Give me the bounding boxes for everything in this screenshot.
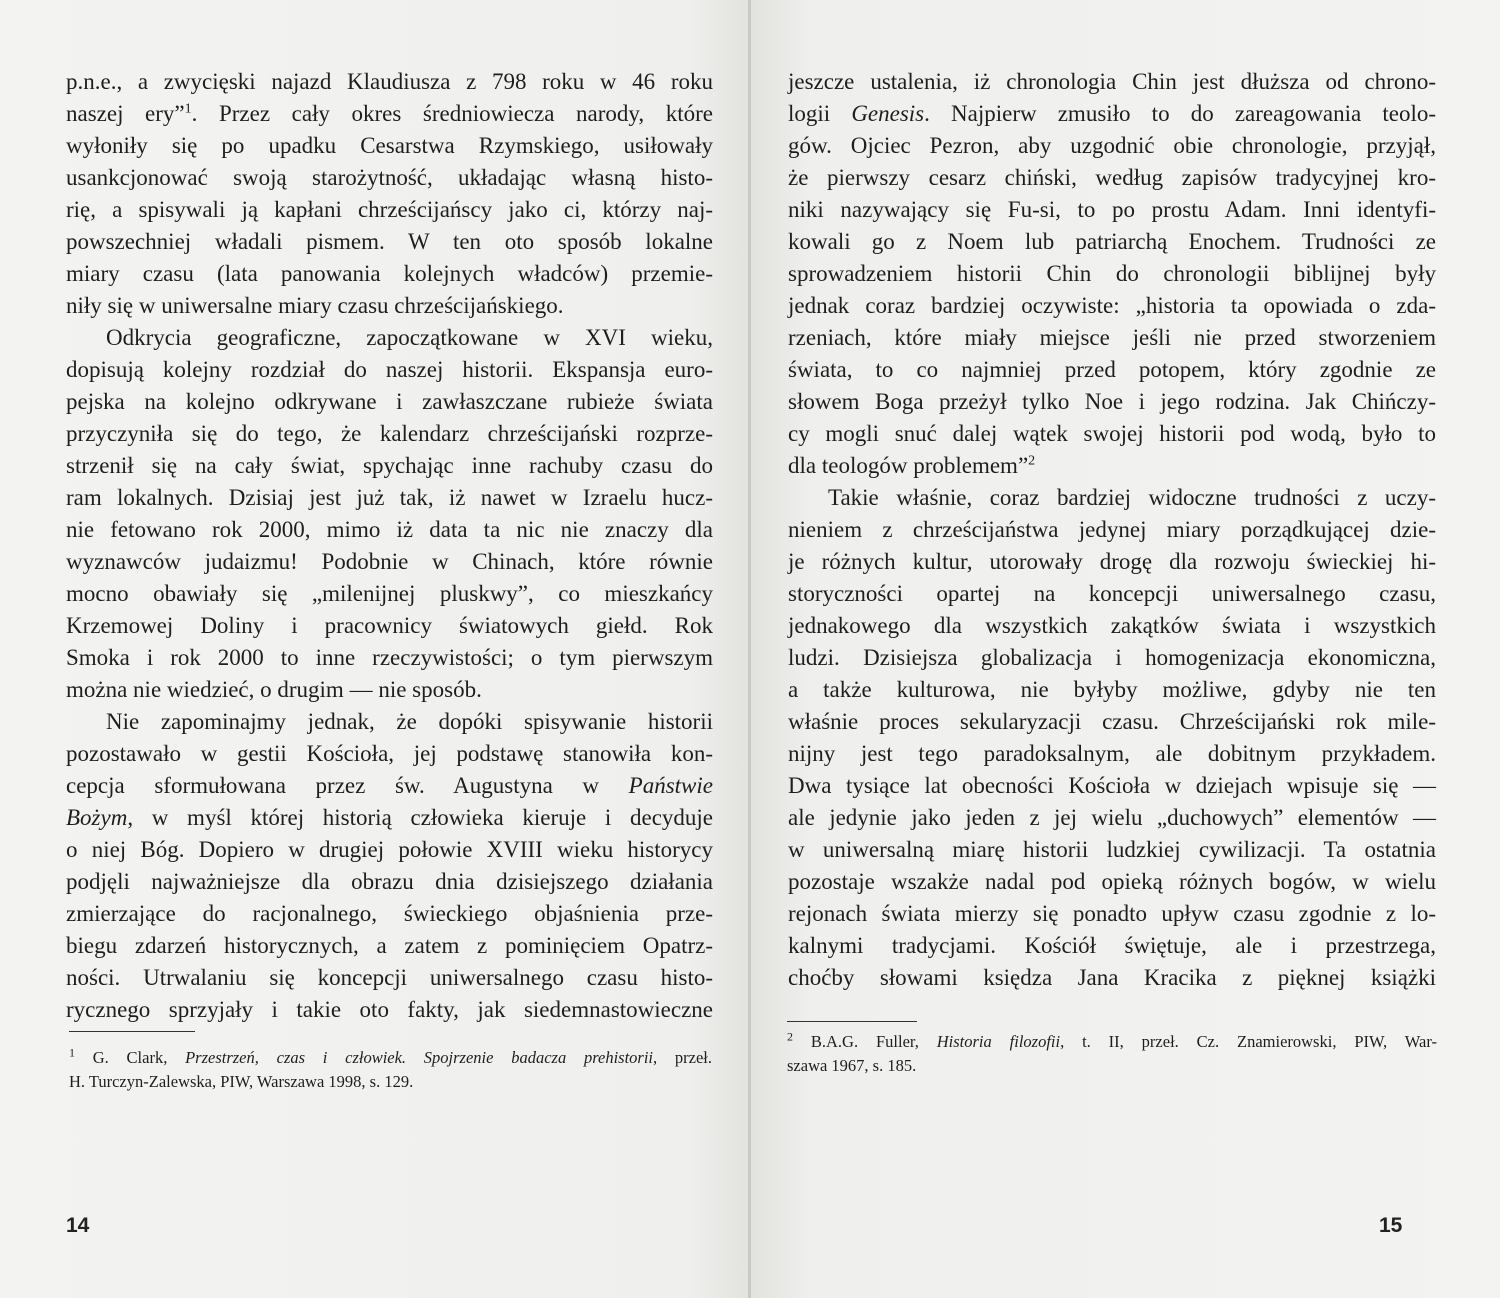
footnote-line: H. Turczyn-Zalewska, PIW, Warszawa 1998, s. 129. — [69, 1072, 414, 1091]
text-line: słowem Boga przeżył tylko Noe i jego rodzina. Jak Chińczy- — [788, 389, 1436, 414]
text-line: że pierwszy cesarz chiński, według zapisów tradycyjnej kro- — [788, 165, 1436, 190]
page-number: 15 — [1379, 1214, 1403, 1237]
text-line-part: naszej ery” — [66, 101, 185, 126]
footnote-divider — [69, 1031, 195, 1032]
text-line: nie fetowano rok 2000, mimo iż data ta nic nie znaczy dla — [66, 517, 713, 542]
text-line: przyczyniła się do tego, że kalendarz chrześcijański rozprze- — [66, 421, 713, 446]
text-line: ludzi. Dzisiejsza globalizacja i homogenizacja ekonomiczna, — [788, 645, 1436, 670]
text-line: niły się w uniwersalne miary czasu chrześcijańskiego. — [66, 293, 564, 318]
text-line: jeszcze ustalenia, iż chronologia Chin jest dłuższa od chrono- — [788, 69, 1436, 94]
text-line — [66, 98, 713, 130]
left-page — [0, 0, 749, 1298]
text-line: biegu zdarzeń historycznych, a zatem z pominięciem Opatrz- — [66, 933, 713, 958]
text-line: kalnymi tradycjami. Kościół świętuje, ale i przestrzega, — [788, 933, 1436, 958]
text-line: pejska na kolejno odkrywane i zawłaszczane rubieże świata — [66, 389, 713, 414]
footnote-number: 1 — [69, 1045, 75, 1060]
footnote-title: Przestrzeń, czas i człowiek. Spojrzenie badacza prehistorii — [185, 1048, 654, 1067]
text-line-part: . Przez cały okres średniowiecza narody, które — [191, 101, 713, 126]
text-line: ności. Utrwalaniu się koncepcji uniwersalnego czasu histo- — [66, 965, 713, 990]
text-line: rycznego sprzyjały i takie oto fakty, jak siedemnastowieczne — [66, 997, 713, 1022]
text-line: wyznawców judaizmu! Podobnie w Chinach, które równie — [66, 549, 713, 574]
text-line: właśnie proces sekularyzacji czasu. Chrześcijański rok mile- — [788, 709, 1436, 734]
text-line: storyczności opartej na koncepcji uniwersalnego czasu, — [788, 581, 1436, 606]
text-line: niki nazywający się Fu-si, to po prostu Adam. Inni identyfi- — [788, 197, 1436, 222]
text-line: gów. Ojciec Pezron, aby uzgodnić obie chronologie, przyjął, — [788, 133, 1436, 158]
text-line: w uniwersalną miarę historii ludzkiej cywilizacji. Ta ostatnia — [788, 837, 1436, 862]
text-line: podjęli najważniejsze dla obrazu dnia dzisiejszego działania — [66, 869, 713, 894]
text-line: Odkrycia geograficzne, zapoczątkowane w XVI wieku, — [106, 325, 713, 350]
text-line: a także kulturowa, nie byłyby możliwe, gdyby nie ten — [788, 677, 1436, 702]
text-line: można nie wiedzieć, o drugim — nie sposób. — [66, 677, 482, 702]
text-line: o niej Bóg. Dopiero w drugiej połowie XVIII wieku historycy — [66, 837, 713, 862]
right-page-body — [788, 66, 1436, 994]
footnote-line — [787, 1030, 1437, 1054]
text-line-part: logii — [788, 101, 852, 126]
text-line — [788, 450, 1436, 482]
footnote-text: B.A.G. Fuller, — [793, 1032, 937, 1051]
text-line-part: cepcja sformułowana przez św. Augustyna w — [66, 773, 629, 798]
text-line: Krzemowej Doliny i pracownicy światowych giełd. Rok — [66, 613, 713, 638]
footnote-title: Historia filozofii — [936, 1032, 1061, 1051]
text-line: powszechniej władali pismem. W ten oto sposób lokalne — [66, 229, 713, 254]
text-line: ale jedynie jako jeden z jej wielu „duchowych” elementów — — [788, 805, 1436, 830]
italic-title: Bożym — [66, 805, 128, 830]
text-line-part: dla teologów problemem” — [788, 453, 1029, 478]
text-line: mocno obawiały się „milenijnej pluskwy”, co mieszkańcy — [66, 581, 713, 606]
footnote-text: G. Clark, — [75, 1048, 186, 1067]
footnote-line: szawa 1967, s. 185. — [787, 1056, 917, 1075]
text-line: je różnych kultur, utorowały drogę dla rozwoju świeckiej hi- — [788, 549, 1436, 574]
footnote-number: 2 — [787, 1029, 793, 1044]
footnote-text: , t. II, przeł. Cz. Znamierowski, PIW, War- — [1060, 1032, 1438, 1051]
text-line: sprowadzeniem historii Chin do chronologii biblijnej były — [788, 261, 1436, 286]
text-line: rzeniach, które miały miejsce jeśli nie przed stworzeniem — [788, 325, 1436, 350]
text-line: nijny jest tego paradoksalnym, ale dobitnym przykładem. — [788, 741, 1436, 766]
text-line: pozostaje wszakże nadal pod opieką różnych bogów, w wielu — [788, 869, 1436, 894]
text-line: Nie zapominajmy jednak, że dopóki spisywanie historii — [106, 709, 713, 734]
text-line: rejonach świata mierzy się ponadto upływ czasu zgodnie z lo- — [788, 901, 1436, 926]
footnote-ref: 2 — [1028, 453, 1036, 469]
italic-title: Genesis — [851, 101, 925, 126]
text-line: kowali go z Noem lub patriarchą Enochem. Trudności ze — [788, 229, 1436, 254]
text-line — [66, 770, 713, 802]
right-page — [751, 0, 1500, 1298]
text-line: miary czasu (lata panowania kolejnych władców) przemie- — [66, 261, 713, 286]
text-line — [66, 802, 713, 834]
text-line-part: . Najpierw zmusiło to do zareagowania teolo- — [924, 101, 1437, 126]
text-line: p.n.e., a zwycięski najazd Klaudiusza z 798 roku w 46 roku — [66, 69, 713, 94]
text-line — [788, 98, 1436, 130]
text-line: pozostawało w gestii Kościoła, jej podstawę stanowiła kon- — [66, 741, 713, 766]
text-line: wyłoniły się po upadku Cesarstwa Rzymskiego, usiłowały — [66, 133, 713, 158]
text-line: Smoka i rok 2000 to inne rzeczywistości; o tym pierwszym — [66, 645, 713, 670]
page-number: 14 — [66, 1214, 90, 1237]
footnote-line — [69, 1046, 712, 1070]
text-line: nieniem z chrześcijaństwa jedynej miary porządkującej dzie- — [788, 517, 1436, 542]
italic-title: Państwie — [628, 773, 713, 798]
text-line-part: , w myśl której historią człowieka kieruje i decyduje — [127, 805, 713, 830]
text-line: świata, to co najmniej przed potopem, który zgodnie ze — [788, 357, 1436, 382]
text-line: choćby słowami księdza Jana Kracika z pięknej książki — [788, 965, 1436, 990]
footnote — [69, 1046, 712, 1094]
text-line: dopisują kolejny rozdział do naszej historii. Ekspansja euro- — [66, 357, 713, 382]
footnote-ref: 1 — [184, 101, 192, 117]
text-line: strzenił się na cały świat, spychając inne rachuby czasu do — [66, 453, 713, 478]
text-line: ram lokalnych. Dzisiaj jest już tak, iż nawet w Izraelu hucz- — [66, 485, 713, 510]
footnote-divider — [787, 1021, 917, 1022]
text-line: zmierzające do racjonalnego, świeckiego objaśnienia prze- — [66, 901, 713, 926]
text-line: Takie właśnie, coraz bardziej widoczne trudności z uczy- — [828, 485, 1436, 510]
text-line: rię, a spisywali ją kapłani chrześcijańscy jako ci, którzy naj- — [66, 197, 713, 222]
text-line: cy mogli snuć dalej wątek swojej historii pod wodą, było to — [788, 421, 1436, 446]
text-line: jednakowego dla wszystkich zakątków świata i wszystkich — [788, 613, 1436, 638]
text-line: usankcjonować swoją starożytność, układając własną histo- — [66, 165, 713, 190]
left-page-body — [66, 66, 713, 1026]
text-line: Dwa tysiące lat obecności Kościoła w dziejach wpisuje się — — [788, 773, 1436, 798]
text-line: jednak coraz bardziej oczywiste: „historia ta opowiada o zda- — [788, 293, 1436, 318]
footnote-text: , przeł. — [653, 1048, 712, 1067]
footnote — [787, 1030, 1437, 1078]
